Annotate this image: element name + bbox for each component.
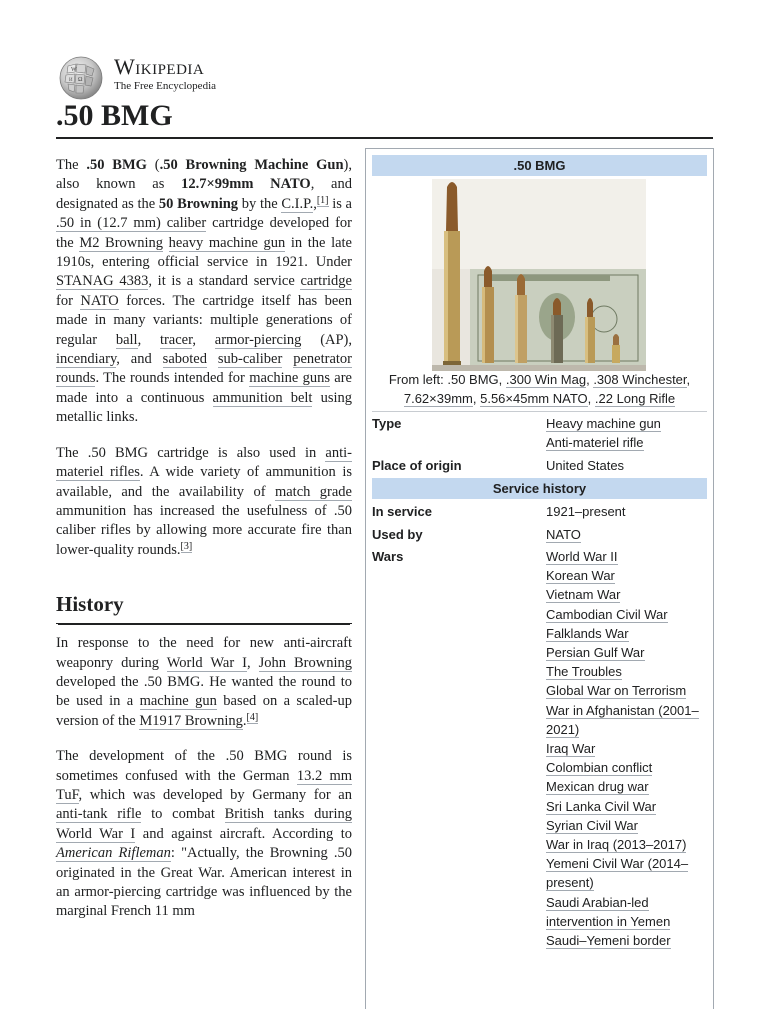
page-title: .50 BMG bbox=[56, 99, 173, 132]
bold-term: .50 Browning Machine Gun bbox=[159, 157, 344, 173]
link-tracer[interactable]: tracer bbox=[159, 331, 193, 348]
used-by-label: Used by bbox=[372, 527, 423, 542]
image-caption: From left: .50 BMG, .300 Win Mag, .308 Winchester, 7.62×39mm, 5.56×45mm NATO, .22 Long Rifle bbox=[388, 372, 691, 406]
article-body bbox=[56, 156, 352, 938]
origin-value: United States bbox=[546, 458, 625, 473]
war-link-mexican-drug-war[interactable]: Mexican drug war bbox=[546, 779, 649, 795]
link-5-56-45mm-nato[interactable]: 5.56×45mm NATO bbox=[480, 391, 588, 406]
link-anti-tank-rifle[interactable]: anti-tank rifle bbox=[56, 806, 142, 823]
war-link-war-in-iraq-2013-2017[interactable]: War in Iraq (2013–2017) bbox=[546, 837, 687, 853]
link-ball[interactable]: ball bbox=[115, 331, 138, 348]
link-match-grade[interactable]: match grade bbox=[274, 483, 352, 500]
link-nato[interactable]: NATO bbox=[80, 292, 119, 309]
link-13-2-mm-tuf[interactable]: 13.2 mm TuF bbox=[56, 767, 352, 803]
type-label: Type bbox=[372, 416, 402, 431]
bold-term: .50 BMG bbox=[86, 157, 147, 173]
bold-term: 50 Browning bbox=[158, 195, 239, 212]
link-machine-gun[interactable]: machine gun bbox=[139, 693, 217, 710]
war-link-saudi-arabian-led-intervention-in-yemen[interactable]: Saudi Arabian-led intervention in Yemen bbox=[546, 894, 671, 929]
war-list-item bbox=[546, 816, 708, 835]
tagline: The Free Encyclopedia bbox=[114, 80, 217, 92]
cartridge-comparison-photo[interactable] bbox=[432, 179, 646, 371]
link-machine-guns[interactable]: machine guns bbox=[249, 370, 330, 387]
war-link-war-in-afghanistan-2001-2021[interactable]: War in Afghanistan (2001–2021) bbox=[546, 702, 699, 737]
war-link-vietnam-war[interactable]: Vietnam War bbox=[546, 587, 621, 603]
war-link-sri-lanka-civil-war[interactable]: Sri Lanka Civil War bbox=[546, 798, 657, 814]
link-22-long-rifle[interactable]: .22 Long Rifle bbox=[594, 391, 676, 406]
link-american-rifleman[interactable]: American Rifleman bbox=[56, 845, 171, 862]
link-cartridge[interactable]: cartridge bbox=[300, 273, 352, 290]
origin-label: Place of origin bbox=[372, 458, 462, 473]
link-incendiary[interactable]: incendiary bbox=[56, 351, 117, 368]
link-anti-materiel-rifles[interactable]: anti-materiel rifles bbox=[56, 444, 352, 481]
war-list-item bbox=[546, 777, 708, 796]
war-link-world-war-ii[interactable]: World War II bbox=[546, 549, 618, 564]
war-list-item bbox=[546, 585, 708, 604]
war-list-item bbox=[546, 797, 708, 816]
war-list-item bbox=[546, 681, 708, 700]
intro-paragraph-1: The .50 BMG (.50 Browning Machine Gun), also known as 12.7×99mm NATO, and designated as the 50 Browning by the C.I.P.,[1] is a .50 in (12.7 mm) caliber cartridge developed for the M2 Browning heavy machine gun in the late 1910s, entering official service in 1921. Under STANAG 4383, it is a standard service cartridge for NATO forces. The cartridge itself has been made in many variants: multiple generations of regular ball, tracer, armor-piercing (AP), incendiary, and saboted sub-caliber penetrator rounds. The rounds intended for machine guns are made into a continuous ammunition belt using metallic links. bbox=[56, 157, 353, 426]
war-list-item bbox=[546, 547, 708, 566]
link-ammunition-belt[interactable]: ammunition belt bbox=[212, 389, 313, 406]
citation bbox=[247, 712, 259, 724]
type-link-anti-materiel-rifle[interactable]: Anti-materiel rifle bbox=[546, 435, 644, 451]
used-by-link-nato[interactable]: NATO bbox=[546, 527, 581, 542]
link-50-in-12-7-mm-caliber[interactable]: .50 in (12.7 mm) caliber bbox=[56, 215, 207, 232]
war-link-cambodian-civil-war[interactable]: Cambodian Civil War bbox=[546, 606, 668, 622]
wordmark-text: Wikipedia bbox=[114, 54, 205, 79]
link-m1917-browning[interactable]: M1917 Browning bbox=[139, 712, 243, 729]
history-paragraph-1: In response to the need for new anti-aircraft weaponry during World War I, John Browning developed the .50 BMG. He wanted the round to be used in a machine gun based on a scaled-up version of the M1917 Browning.[4] bbox=[56, 635, 352, 729]
infobox bbox=[365, 148, 714, 1009]
war-list-item bbox=[546, 739, 708, 758]
svg-text:W: W bbox=[71, 67, 77, 73]
link-308-winchester[interactable]: .308 Winchester bbox=[593, 372, 687, 387]
title-divider bbox=[56, 137, 713, 139]
war-link-falklands-war[interactable]: Falklands War bbox=[546, 625, 629, 641]
link-300-win-mag[interactable]: .300 Win Mag bbox=[505, 372, 587, 387]
war-link-global-war-on-terrorism[interactable]: Global War on Terrorism bbox=[546, 683, 687, 699]
link-british-tanks-during-world-war-i[interactable]: British tanks during World War I bbox=[56, 806, 352, 842]
in-service-label: In service bbox=[372, 504, 432, 519]
wikipedia-wordmark[interactable] bbox=[114, 55, 216, 92]
infobox-title: .50 BMG bbox=[372, 155, 707, 176]
war-list-item bbox=[546, 624, 708, 643]
wars-list bbox=[546, 547, 708, 950]
type-values bbox=[546, 414, 711, 452]
bold-term: 12.7×99mm NATO bbox=[181, 176, 311, 193]
link-penetrator-rounds[interactable]: penetrator rounds bbox=[56, 351, 353, 387]
type-link-heavy-machine-gun[interactable]: Heavy machine gun bbox=[546, 416, 661, 431]
war-list-item bbox=[546, 701, 708, 739]
wikipedia-globe-logo[interactable] bbox=[56, 54, 106, 100]
link-world-war-i[interactable]: World War I bbox=[166, 654, 247, 671]
link-john-browning[interactable]: John Browning bbox=[258, 654, 352, 671]
infobox-divider bbox=[372, 411, 707, 412]
war-link-korean-war[interactable]: Korean War bbox=[546, 568, 615, 584]
link-7-62-39mm[interactable]: 7.62×39mm bbox=[403, 391, 473, 406]
war-link-persian-gulf-war[interactable]: Persian Gulf War bbox=[546, 645, 645, 661]
svg-text:И: И bbox=[69, 78, 73, 83]
war-link-colombian-conflict[interactable]: Colombian conflict bbox=[546, 760, 653, 776]
war-list-item bbox=[546, 893, 708, 931]
link-stanag-4383[interactable]: STANAG 4383 bbox=[56, 273, 149, 290]
history-paragraph-2: The development of the .50 BMG round is sometimes confused with the German 13.2 mm TuF, which was developed by Germany for an anti-tank rifle to combat British tanks during World War I and against aircraft. According to American Rifleman: "Actually, the Browning .50 originated in the Great War. American interest in an armor-piercing cartridge was influenced by the marginal French 11 mm bbox=[56, 748, 352, 920]
link-armor-piercing[interactable]: armor-piercing bbox=[214, 331, 302, 348]
citation-link[interactable]: [1] bbox=[316, 194, 329, 206]
war-list-item bbox=[546, 643, 708, 662]
svg-text:Ω: Ω bbox=[78, 77, 83, 83]
war-list-item bbox=[546, 566, 708, 585]
citation bbox=[181, 541, 193, 553]
link-sub-caliber[interactable]: sub-caliber bbox=[217, 351, 283, 368]
war-link-yemeni-civil-war-2014-present[interactable]: Yemeni Civil War (2014–present) bbox=[546, 856, 689, 891]
link-m2-browning[interactable]: M2 Browning bbox=[79, 234, 164, 251]
citation-link[interactable]: [4] bbox=[246, 711, 259, 723]
war-list-item bbox=[546, 835, 708, 854]
citation-link[interactable]: [3] bbox=[180, 540, 193, 552]
war-list-item bbox=[546, 854, 708, 892]
war-link-syrian-civil-war[interactable]: Syrian Civil War bbox=[546, 817, 638, 833]
intro-paragraph-2: The .50 BMG cartridge is also used in anti-materiel rifles. A wide variety of ammunition is available, and the availability of match grade ammunition has increased the usefulness of .50 caliber rifles by allowing more accurate fire than lower-quality rounds.[3] bbox=[56, 444, 352, 558]
war-link-the-troubles[interactable]: The Troubles bbox=[546, 664, 622, 680]
war-list-item bbox=[546, 605, 708, 624]
in-service-value: 1921–present bbox=[546, 504, 626, 519]
section-heading-history: History bbox=[56, 590, 352, 624]
wars-label: Wars bbox=[372, 549, 404, 564]
war-list-item bbox=[546, 758, 708, 777]
link-c-i-p[interactable]: C.I.P. bbox=[281, 195, 314, 212]
service-history-heading: Service history bbox=[372, 478, 707, 499]
citation bbox=[317, 195, 329, 207]
war-list-item bbox=[546, 662, 708, 681]
link-heavy-machine-gun[interactable]: heavy machine gun bbox=[168, 234, 286, 251]
war-link-iraq-war[interactable]: Iraq War bbox=[546, 741, 596, 757]
link-saboted[interactable]: saboted bbox=[162, 351, 207, 368]
war-list-item bbox=[546, 931, 708, 950]
war-link-saudi-yemeni-border[interactable]: Saudi–Yemeni border bbox=[546, 933, 671, 949]
